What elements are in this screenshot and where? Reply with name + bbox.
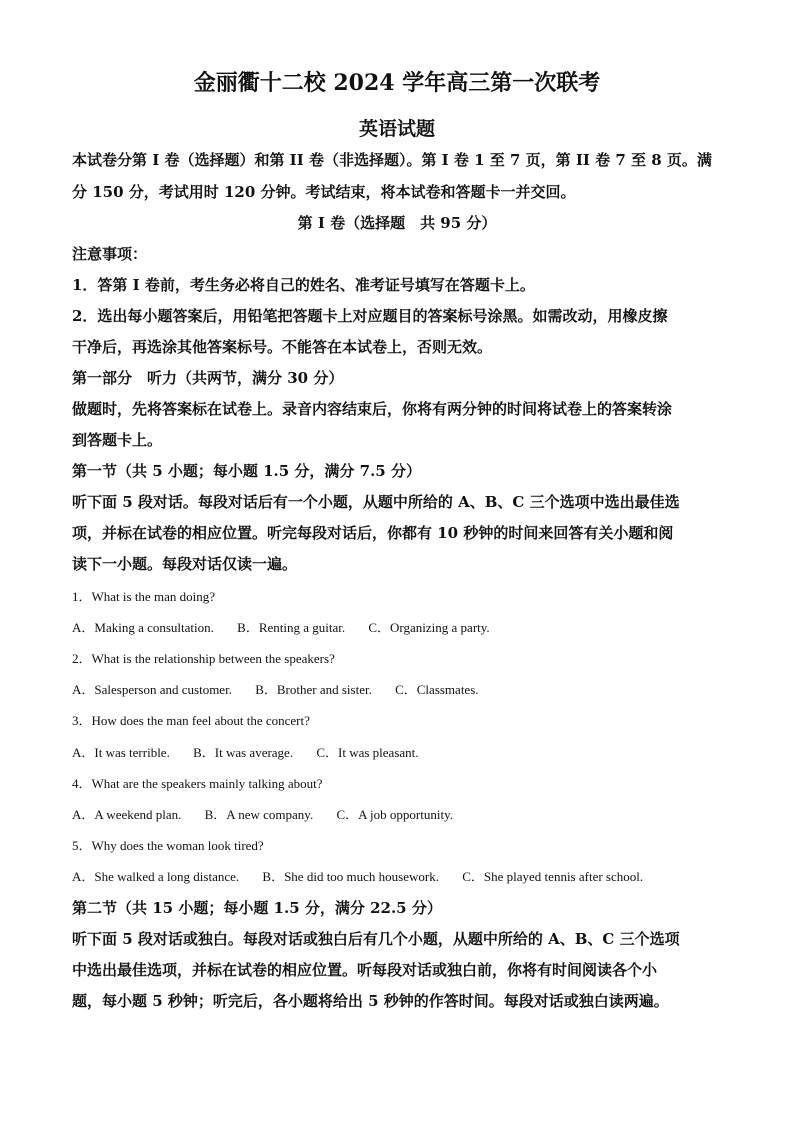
question-1-option-b: B．Renting a guitar. — [237, 620, 346, 635]
section1-instruction-line-2: 项，并标在试卷的相应位置。听完每段对话后，你都有 10 秒钟的时间来回答有关小题和阅 — [72, 524, 674, 542]
question-3-option-c: C．It was pleasant. — [316, 745, 419, 760]
section2-instruction-line-2: 中选出最佳选项，并标在试卷的相应位置。听每段对话或独白前，你将有时间阅读各个小 — [72, 961, 658, 979]
section1-instruction-line-3: 读下一小题。每段对话仅读一遍。 — [72, 555, 298, 573]
question-2-option-c: C．Classmates. — [395, 682, 479, 697]
question-3-option-a: A．It was terrible. — [72, 745, 170, 760]
question-3-stem: 3．How does the man feel about the concert? — [72, 713, 310, 728]
notice-heading: 注意事项： — [72, 245, 148, 263]
notice-item-2-line-2: 干净后，再选涂其他答案标号。不能答在本试卷上，否则无效。 — [72, 338, 493, 356]
question-4-stem: 4．What are the speakers mainly talking about? — [72, 776, 323, 791]
question-5-option-c: C．She played tennis after school. — [462, 869, 644, 884]
notice-item-1: 1．答第 I 卷前，考生务必将自己的姓名、准考证号填写在答题卡上。 — [72, 276, 535, 294]
question-4-option-b: B．A new company. — [204, 807, 314, 822]
section2-heading: 第二节（共 15 小题；每小题 1.5 分，满分 22.5 分） — [72, 899, 442, 917]
intro-line-2: 分 150 分，考试用时 120 分钟。考试结束，将本试卷和答题卡一并交回。 — [72, 183, 576, 201]
question-5-options — [72, 868, 663, 886]
volume-title: 第 I 卷（选择题 共 95 分） — [297, 214, 497, 232]
intro-line-1: 本试卷分第 I 卷（选择题）和第 II 卷（非选择题）。第 I 卷 1 至 7 页，第 II 卷 7 至 8 页。满 — [72, 151, 712, 169]
part1-heading: 第一部分 听力（共两节，满分 30 分） — [72, 369, 344, 387]
question-5-option-b: B．She did too much housework. — [262, 869, 439, 884]
part1-instruction-line-1: 做题时，先将答案标在试卷上。录音内容结束后，你将有两分钟的时间将试卷上的答案转涂 — [72, 400, 673, 418]
question-1-stem: 1．What is the man doing? — [72, 589, 215, 604]
exam-subtitle: 英语试题 — [358, 118, 435, 140]
question-1-options — [72, 619, 510, 637]
section1-heading: 第一节（共 5 小题；每小题 1.5 分，满分 7.5 分） — [72, 462, 421, 480]
question-2-option-a: A．Salesperson and customer. — [72, 682, 232, 697]
question-1-option-c: C．Organizing a party. — [368, 620, 490, 635]
part1-instruction-line-2: 到答题卡上。 — [72, 431, 163, 449]
question-2-option-b: B．Brother and sister. — [255, 682, 372, 697]
question-4-option-a: A．A weekend plan. — [72, 807, 182, 822]
notice-item-2-line-1: 2．选出每小题答案后，用铅笔把答题卡上对应题目的答案标号涂黑。如需改动，用橡皮擦 — [72, 307, 668, 325]
section2-instruction-line-3: 题，每小题 5 秒钟；听完后，各小题将给出 5 秒钟的作答时间。每段对话或独白读两遍。 — [72, 992, 669, 1010]
question-2-options — [72, 681, 499, 699]
exam-title: 金丽衢十二校 2024 学年高三第一次联考 — [193, 70, 601, 96]
question-3-option-b: B．It was average. — [193, 745, 294, 760]
question-4-option-c: C．A job opportunity. — [336, 807, 453, 822]
question-4-options — [72, 806, 473, 824]
section2-instruction-line-1: 听下面 5 段对话或独白。每段对话或独白后有几个小题，从题中所给的 A、B、C 三个选项 — [72, 930, 680, 948]
question-1-option-a: A．Making a consultation. — [72, 620, 214, 635]
question-3-options — [72, 744, 439, 762]
question-5-option-a: A．She walked a long distance. — [72, 869, 240, 884]
question-5-stem: 5．Why does the woman look tired? — [72, 838, 264, 853]
section1-instruction-line-1: 听下面 5 段对话。每段对话后有一个小题，从题中所给的 A、B、C 三个选项中选出最佳选 — [72, 493, 680, 511]
question-2-stem: 2．What is the relationship between the speakers? — [72, 651, 335, 666]
